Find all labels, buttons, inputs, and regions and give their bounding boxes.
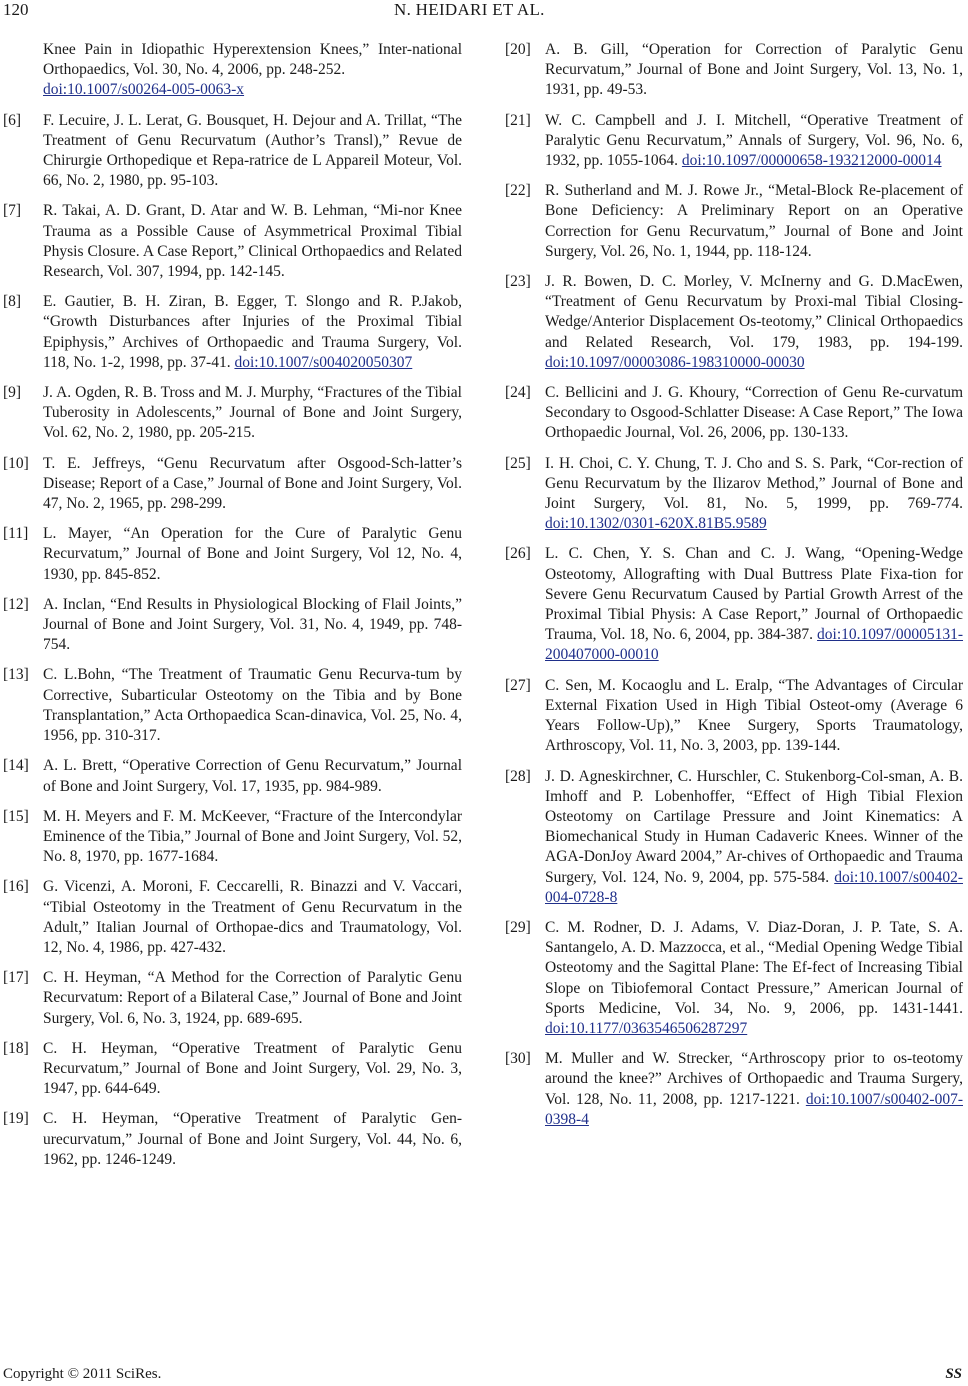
reference-text: A. B. Gill, “Operation for Correction of Paralytic Genu Recurvatum,” Journal of Bone and Joint Surgery, Vol. 13, No. 1, 1931, pp. 49-53. (545, 41, 963, 99)
reference-text: C. H. Heyman, “A Method for the Correction of Paralytic Genu Recurvatum: Report of a Bilateral Case,” Journal of Bone and Joint Surgery, Vol. 6, No. 3, 1924, pp. 689-695. (43, 969, 462, 1027)
reference-item (3, 524, 462, 585)
reference-text: C. Sen, M. Kocaoglu and L. Eralp, “The Advantages of Circular External Fixation Used in High Tibial Osteot-omy (Average 6 Years Follow-Up),” Knee Surgery, Sports Traumatology, Arthroscopy, Vol. 11, No. 3, 2003, pp. 139-144. (545, 676, 963, 755)
references-column-left (3, 40, 462, 1180)
reference-item (505, 181, 963, 262)
reference-text: F. Lecuire, J. L. Lerat, G. Bousquet, H. Dejour and A. Trillat, “The Treatment of Genu Recurvatum (Author’s Transl),” Revue de Chirurgie Orthopedique et Repa-ratrice de L Appareil Moteur, Vol. 66, No. 2, 1980, pp. 95-103. (43, 111, 462, 190)
reference-number: [8] (3, 293, 22, 311)
reference-text: C. H. Heyman, “Operative Treatment of Paralytic Gen-urecurvatum,” Journal of Bone and Joint Surgery, Vol. 44, No. 6, 1962, pp. 1246-1249. (43, 1110, 462, 1168)
reference-number: [28] (505, 767, 531, 785)
reference-item (3, 968, 462, 1029)
reference-number: [14] (3, 757, 29, 775)
reference-text: C. H. Heyman, “Operative Treatment of Paralytic Genu Recurvatum,” Journal of Bone and Joint Surgery, Vol. 29, No. 3, 1947, pp. 644-649. (43, 1039, 462, 1098)
reference-text: L. Mayer, “An Operation for the Cure of Paralytic Genu Recurvatum,” Journal of Bone and Joint Surgery, Vol 12, No. 4, 1930, pp. 845-852. (43, 525, 462, 583)
reference-item (3, 595, 462, 656)
reference-item (505, 40, 963, 101)
reference-item (3, 665, 462, 746)
reference-item (3, 877, 462, 958)
doi-link[interactable]: doi:10.1097/00005131-200407000-00010 (545, 626, 964, 664)
reference-item (505, 676, 963, 757)
reference-text: J. R. Bowen, D. C. Morley, V. McInerny and G. D.MacEwen, “Treatment of Genu Recurvatum by Proxi-mal Tibial Closing-Wedge/Anterior Displacement Os-teotomy,” Clinical Orthopaedics and Related Research, Vol. 179, 1983, pp. 194-199. (545, 273, 963, 351)
doi-link[interactable]: doi:10.1097/00000658-193212000-00014 (681, 152, 942, 170)
reference-item (3, 292, 462, 373)
reference-item (3, 201, 462, 282)
reference-continuation (3, 40, 462, 101)
reference-text: G. Vicenzi, A. Moroni, F. Ceccarelli, R. Binazzi and V. Vaccari, “Tibial Osteotomy in the Treatment of Genu Recurvatum in the Adult,” Italian Journal of Orthopae-dics and Traumatology, Vol. 12, No. 4, 1986, pp. 427-432. (43, 878, 462, 956)
journal-abbreviation: SS (945, 1366, 962, 1382)
reference-number: [11] (3, 525, 29, 543)
reference-item (505, 383, 963, 444)
reference-number: [26] (505, 545, 531, 563)
reference-item (505, 454, 963, 535)
running-title: N. HEIDARI ET AL. (394, 0, 545, 19)
reference-item (505, 544, 963, 665)
reference-number: [30] (505, 1050, 531, 1068)
reference-item (3, 756, 462, 796)
reference-number: [18] (3, 1039, 29, 1057)
reference-text: A. Inclan, “End Results in Physiological Blocking of Flail Joints,” Journal of Bone and Joint Surgery, Vol. 31, No. 4, 1949, pp. 748-754. (43, 595, 462, 654)
reference-text: C. L.Bohn, “The Treatment of Traumatic Genu Recurva-tum by Corrective, Subarticular Osteotomy on the Tibia and by Bone Transplantation,” Acta Orthopaedica Scan-dinavica, Vol. 25, No. 4, 1956, pp. 310-317. (43, 666, 462, 745)
reference-number: [19] (3, 1110, 29, 1128)
reference-number: [9] (3, 384, 22, 402)
reference-item (3, 1109, 462, 1170)
reference-item (505, 767, 963, 908)
reference-number: [27] (505, 676, 531, 694)
reference-text: R. Takai, A. D. Grant, D. Atar and W. B. Lehman, “Mi-nor Knee Trauma as a Possible Cause of Asymmetrical Proximal Tibial Physis Closure. A Case Report,” Clinical Orthopaedics and Related Research, Vol. 307, 1994, pp. 142-145. (43, 202, 462, 281)
reference-number: [15] (3, 807, 29, 825)
reference-text: R. Sutherland and M. J. Rowe Jr., “Metal-Block Re-placement of Bone Deficiency: A Preliminary Report on an Operative Correction for Genu Recurvatum,” Journal of Bone and Joint Surgery, Vol. 26, No. 1, 1944, pp. 118-124. (545, 182, 963, 260)
reference-number: [12] (3, 595, 29, 613)
reference-text: A. L. Brett, “Operative Correction of Genu Recurvatum,” Journal of Bone and Joint Surgery, Vol. 17, 1935, pp. 984-989. (43, 757, 462, 795)
doi-link[interactable]: doi:10.1007/s00402-004-0728-8 (545, 868, 963, 906)
reference-item (505, 1049, 963, 1130)
reference-number: [10] (3, 454, 29, 472)
reference-number: [23] (505, 273, 531, 291)
reference-text: L. C. Chen, Y. S. Chan and C. J. Wang, “Opening-Wedge Osteotomy, Allografting with Dual Buttress Plate Fixa-tion for Severe Genu Recurvatum Caused by Partial Growth Arrest of the Proximal Tibial Physis: A Case Report,” Journal of Orthopaedic Trauma, Vol. 18, No. 6, 2004, pp. 384-387. (545, 545, 963, 644)
reference-number: [20] (505, 41, 531, 58)
doi-link[interactable]: doi:10.1007/s00264-005-0063-x (43, 81, 245, 99)
reference-text: C. Bellicini and J. G. Khoury, “Correction of Genu Re-curvatum Secondary to Osgood-Schlatter Disease: A Case Report,” The Iowa Orthopaedic Journal, Vol. 26, 2006, pp. 130-133. (545, 384, 963, 442)
reference-text: I. H. Choi, C. Y. Chung, T. J. Cho and S. S. Park, “Cor-rection of Genu Recurvatum by the Ilizarov Method,” Journal of Bone and Joint Surgery, Vol. 81, No. 5, 1999, pp. 769-774. (545, 454, 963, 513)
reference-item (505, 272, 963, 373)
reference-number: [22] (505, 182, 531, 200)
doi-link[interactable]: doi:10.1302/0301-620X.81B5.9589 (545, 515, 767, 533)
reference-text: J. A. Ogden, R. B. Tross and M. J. Murphy, “Fractures of the Tibial Tuberosity in Adolescents,” Journal of Bone and Joint Surgery, Vol. 62, No. 2, 1980, pp. 205-215. (43, 384, 462, 442)
reference-item (3, 454, 462, 515)
doi-link[interactable]: doi:10.1097/00003086-198310000-00030 (545, 353, 805, 371)
reference-number: [17] (3, 969, 29, 987)
reference-text: M. Muller and W. Strecker, “Arthroscopy prior to os-teotomy around the knee?” Archives of Orthopaedic and Trauma Surgery, Vol. 128, No. 11, 2008, pp. 1217-1221. (545, 1050, 963, 1108)
reference-text: C. M. Rodner, D. J. Adams, V. Diaz-Doran, J. P. Tate, S. A. Santangelo, A. D. Mazzocca, et al., “Medial Opening Wedge Tibial Osteotomy and the Sagittal Plane: The Ef-fect of Increasing Tibial Slope on Tibiofemoral Contact Pressure,” American Journal of Sports Medicine, Vol. 34, No. 9, 2006, pp. 1431-1441. (545, 918, 963, 1017)
reference-text: Knee Pain in Idiopathic Hyperextension Knees,” Inter-national Orthopaedics, Vol. 30, No. 4, 2006, pp. 248-252. (43, 41, 462, 79)
doi-link[interactable]: doi:10.1007/s004020050307 (234, 353, 413, 371)
reference-text: W. C. Campbell and J. I. Mitchell, “Operative Treatment of Paralytic Genu Recurvatum,” Annals of Surgery, Vol. 96, No. 6, 1932, pp. 1055-1064. (545, 111, 963, 170)
reference-item (3, 807, 462, 868)
reference-text: T. E. Jeffreys, “Genu Recurvatum after Osgood-Sch-latter’s Disease; Report of a Case,” Journal of Bone and Joint Surgery, Vol. 47, No. 2, 1965, pp. 298-299. (43, 454, 462, 513)
reference-number: [29] (505, 918, 531, 936)
reference-item (505, 918, 963, 1039)
reference-item (3, 111, 462, 192)
reference-text: M. H. Meyers and F. M. McKeever, “Fracture of the Intercondylar Eminence of the Tibia,” Journal of Bone and Joint Surgery, Vol. 52, No. 8, 1970, pp. 1677-1684. (43, 807, 462, 866)
page-number: 120 (3, 0, 29, 19)
doi-link[interactable]: doi:10.1007/s00402-007-0398-4 (545, 1090, 963, 1128)
copyright-notice: Copyright © 2011 SciRes. (3, 1366, 162, 1382)
reference-item (505, 111, 963, 172)
references-column-right (505, 40, 963, 1140)
reference-item (3, 1039, 462, 1100)
reference-number: [13] (3, 666, 29, 684)
reference-text: E. Gautier, B. H. Ziran, B. Egger, T. Slongo and R. P.Jakob, “Growth Disturbances after Injuries of the Proximal Tibial Epiphysis,” Archives of Orthopaedic and Trauma Surgery, Vol. 118, No. 1-2, 1998, pp. 37-41. (43, 293, 462, 371)
reference-number: [21] (505, 111, 531, 129)
reference-number: [16] (3, 878, 29, 896)
reference-item (3, 383, 462, 444)
doi-link[interactable]: doi:10.1177/0363546506287297 (545, 1019, 748, 1037)
reference-text: J. D. Agneskirchner, C. Hurschler, C. Stukenborg-Col-sman, A. B. Imhoff and P. Lobenhoffer, “Effect of High Tibial Flexion Osteotomy on Cartilage Pressure and Joint Kinematics: A Biomechanical Study in Human Cadaveric Knees. Winner of the AGA-DonJoy Award 2004,” Ar-chives of Orthopaedic and Trauma Surgery, Vol. 124, No. 9, 2004, pp. 575-584. (545, 767, 963, 886)
reference-number: [25] (505, 454, 531, 472)
reference-number: [7] (3, 202, 22, 220)
reference-number: [6] (3, 111, 22, 129)
reference-number: [24] (505, 384, 531, 402)
